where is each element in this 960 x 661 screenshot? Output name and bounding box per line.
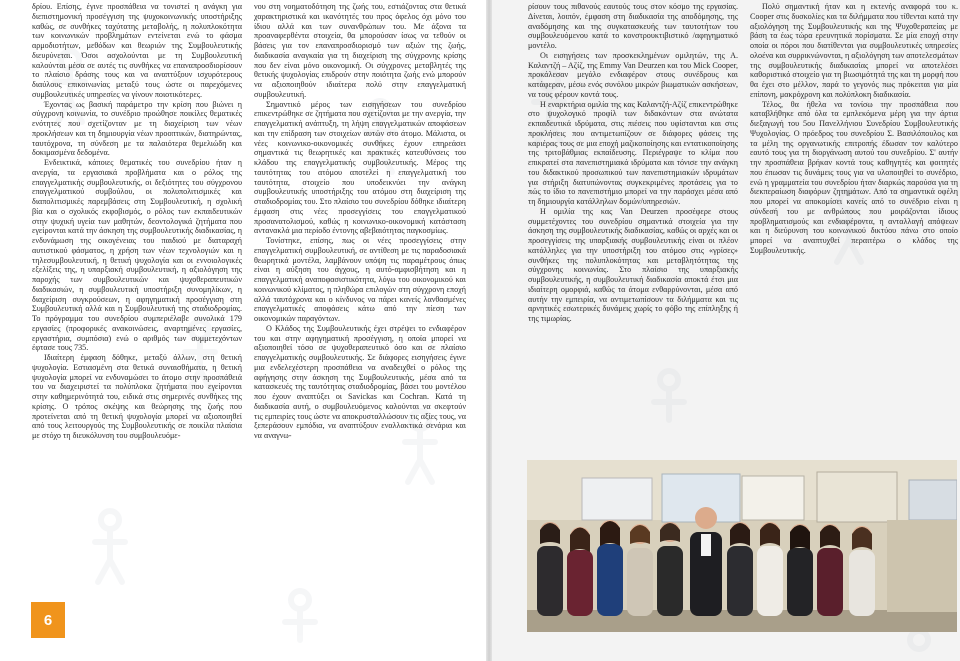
paragraph: Σημαντικό μέρος των εισηγήσεων του συνεδρίου επικεντρώθηκε σε ζητήματα που σχετίζονται με την ανεργία, την επαγγελματική ανάπτυξη, τη λήψη επαγγελματικών αποφάσεων και την επίδραση των στοιχείων αυτών στο άτομο. Μάλιστα, οι νέες κοινωνικο-οικονομικές συνθήκες έχουν επηρεάσει σημαντικά τις θεωρητικές και πρακτικές κατευθύνσεις του κλάδου της επαγγελματικής συμβουλευτικής. Μέρος της ταυτότητας του ατόμου αποτελεί η επαγγελματική του ταυτότητα, στοιχείο που υποδεικνύει την ανάγκη συμβουλευτικής υποστήριξης του ατόμου στη διαχείριση της σταδιοδρομίας του. Στο πλαίσιο του συνεδρίου δόθηκε ιδιαίτερη έμφαση στις νέες προσεγγίσεις του επαγγελματικού προσανατολισμού, καθώς η κοινωνικο-οικονομική κατάσταση αντανακλά μια περίοδο έντονης αβεβαιότητας παγκοσμίως. <box>254 99 466 236</box>
paragraph: Έχοντας ως βασική παράμετρο την κρίση που βιώνει η σύγχρονη κοινωνία, το συνέδριο προώθησε ποικίλες θεματικές ενότητες που σχετίζονταν με τη διαχείριση των νέων προκλήσεων και τη δημιουργία νέων προοπτικών, διατηρώντας, ταυτόχρονα, τη σύνδεση με τα παλαιότερα θεμελιώδη και δοκιμασμένα δεδομένα. <box>32 99 242 158</box>
paragraph: Τέλος, θα ήθελα να τονίσω την προσπάθεια που καταβλήθηκε από όλα τα εμπλεκόμενα μέρη για την άρτια διεξαγωγή του 5ου Πανελλήνιου Συνεδρίου Συμβουλευτικής Ψυχολογίας. Ο πρόεδρος του συνεδρίου Σ. Βασιλόπουλος και τα μέλη της οργανωτικής επιτροπής έδωσαν τον καλύτερο εαυτό τους για τη διοργάνωση αυτού του συνεδρίου. Σ' αυτήν την προσπάθεια βρήκαν κοντά τους καθηγητές και φοιτητές που έπωσαν τις δυνάμεις τους για να υλοποιηθεί το συνέδριο, ενώ η γραμματεία του συνεδρίου ήταν διαρκώς παρούσα για τη διεκπεραίωση διαφόρων ζητημάτων. Από τα σημαντικά οφέλη που μπορεί να αποκομίσει κανείς από το συνέδριο είναι η σύνδεσή του με ανθρώπους που μοιράζονται ίδιους προβληματισμούς και ενδιαφέροντα, η ανταλλαγή απόψεων και η διεύρυνση του κοινωνικού δικτύου πάνω στο οποίο μπορεί να αναπτυχθεί περαιτέρω ο κλάδος της Συμβουλευτικής. <box>750 99 958 255</box>
paragraph: ρίσουν τους πιθανούς εαυτούς τους στον κόσμο της εργασίας. Δίνεται, λοιπόν, έμφαση στη διαδικασία της αποδόμησης, της αναδόμησης και της συγκατασκευής των ταυτοτήτων του συμβουλευόμενου κατά το κονστρουκτιβιστικό /αφηγηματικό μοντέλο. <box>528 2 738 50</box>
paragraph: Ενδεικτικά, κάποιες θεματικές του συνεδρίου ήταν η ανεργία, τα εργασιακά προβλήματα και ο ρόλος της επαγγελματικής συμβουλευτικής, οι δεξιότητες του σύγχρονου επαγγελματικού συμβούλου, οι πολυπολιτισμικές και διαπολιτισμικές παρεμβάσεις στη Συμβουλευτική, η σχολική βία και ο σχολικός εκφοβισμός, ο ρόλος των εκπαιδευτικών στην ψυχική υγεία των μαθητών, δεοντολογικά ζητήματα που εγείρονται κατά την άσκηση της συμβουλευτικής διαδικασίας, η ενδυνάμωση της οικογένειας του παιδιού με διαταραχή αυτιστικού φάσματος, η χρήση των νέων τεχνολογιών και η τηλεσυμβουλευτική, η θετική ψυχολογία και οι εννοιολογικές εξελίξεις της, η υπαρξιακή συμβουλευτική, η αξιολόγηση της παροχής των συμβουλευτικών και ψυχοθεραπευτικών διαδικασιών, η συμβουλευτική υποστήριξη συνομηλίκων, η διαχείριση συγκρούσεων, η αφηγηματική προσέγγιση στη Συμβουλευτική αλλά και η Συμβουλευτική της σταδιοδρομίας. Το πρόγραμμα του συνεδρίου συμπεριέλαβε συνολικά 179 εργασίες (προφορικές ανακοινώσεις, αναρτημένες εργασίες, εργαστήρια, συμπόσια) ενώ ο αριθμός των συμμετεχόντων έφτασε τους 735. <box>32 158 242 353</box>
text-column-3 <box>528 2 738 462</box>
paragraph: Ο Κλάδος της Συμβουλευτικής έχει στρέψει το ενδιαφέρον του και στην αφηγηματική προσέγγιση, η οποία μπορεί να αξιοποιηθεί τόσο σε ψυχοθεραπευτικό όσο και σε πλαίσιο επαγγελματικής συμβουλευτικής. Σε διάφορες εισηγήσεις έγινε μια ενδελεχέστερη προσπάθεια να αναδειχθεί ο ρόλος της αφήγησης στην άσκηση της Συμβουλευτικής, μέσα από τα κατασκευές της ταυτότητας σταδιοδρομίας, βάσει του μοντέλου που έχουν αναπτύξει οι Savickas και Cochran. Κατά τη διαδικασία αυτή, ο συμβουλευόμενος καλούνται να σκεφτούν τις εμπειρίες τους ώστε να αποκρυσταλλώσουν τις αξίες τους, να ξεπεράσουν εμπόδια, να αναπτύξουν εναλλακτικά σενάρια και να αναγνω- <box>254 323 466 440</box>
spine-gutter <box>486 0 492 661</box>
paragraph: δρίου. Επίσης, έγινε προσπάθεια να τονιστεί η ανάγκη για διεπιστημονική προσέγγιση της ψυχοκοινωνικής υποστήριξης καθώς, σε συνθήκες ταχύτατης μεταβολής, η πολυπλοκότητα των κοινωνικών προβλημάτων εντείνεται ενώ το φάσμα αρμοδιοτήτων, μεθόδων και θεωριών της Συμβουλευτικής διευρύνεται. Όσοι ασχολούνται με τη Συμβουλευτική καλούνται μέσα σε αυτές τις συνθήκες να επαναπροσδιορίσουν το πλαίσιο δράσης τους και να αναπτύξουν ισχυρότερους διαύλους επικοινωνίας μεταξύ τους ώστε οι παρεχόμενες συμβουλευτικές υπηρεσίες να γίνουν ποιοτικότερες. <box>32 2 242 99</box>
paragraph: Η ομιλία της κας Van Deurzen προσέφερε στους συμμετέχοντες του συνεδρίου σημαντικά στοιχεία για την άσκηση της συμβουλευτικής διαδικασίας, καθώς οι αρχές και οι προσεγγίσεις της υπαρξιακής συμβουλευτικής είναι οι πλέον κατάλληλες για την υποστήριξη του ατόμου στις «γρίσες» συνθήκες της πολυπλοκότητας και μεταβλητότητας της σύγχρονης κοινωνίας. Στο πλαίσιο της υπαρξιακής συμβουλευτικής, η συμβουλευτική διαδικασία αποκτά έτσι μια ιδιαίτερη ομορφιά, καθώς τα άτομα ενθαρρύνονται, μέσα από αυτήν την εμπειρία, να αντιμετωπίσουν τα διλήμματα και τις αρνητικές εσωτερικές δυνάμεις χωρίς το φόβο της επίπληξης ή της τιμωρίας. <box>528 206 738 323</box>
text-column-4 <box>750 2 958 462</box>
paragraph: Οι εισηγήσεις των προσκεκλημένων ομιλητών, της Α. Καλαντζή – Αζίζ, της Emmy Van Deurzen και του Mick Cooper, προκάλεσαν μεγάλο ενδιαφέρον στους συνέδρους και κατάφεραν, μέσω ενός συνόλου μικρών βιωματικών ασκήσεων, να τους φέρουν κοντά τους. <box>528 50 738 99</box>
paragraph: Τονίστηκε, επίσης, πως οι νέες προσεγγίσεις στην επαγγελματική συμβουλευτική, σε αντίθεση με τις παραδοσιακά θεωρητικά μοντέλα, λαμβάνουν υπόψη τις παραμέτρους όπως είναι η αύξηση του άγχους, η αυτό-αμφισβήτηση και η επαγγελματική αναποφασιστικότητα, λόγω του οικονομικού και κοινωνικού κλίματος, η πληθώρα επιλογών στη σύγχρονη εποχή αλλά ταυτόχρονα και ο κίνδυνος να πάρει κανείς λανθασμένες επαγγελματικές αποφάσεις κάτω από την πίεση των οικονομικών παραγόντων. <box>254 236 466 323</box>
text-column-2 <box>254 2 466 602</box>
page-number: 6 <box>31 602 65 638</box>
paragraph: Πολύ σημαντική ήταν και η εκτενής αναφορά του κ. Cooper στις δυσκολίες και τα διλήμματα που τίθενται κατά την αξιολόγηση της Συμβουλευτικής και της Ψυχοθεραπείας με βάση τα έως τώρα ερευνητικά πορίσματα. Σε μία εποχή στην οποία οι πόροι που διατίθενται για συμβουλευτικές υπηρεσίες ολοένα και συρρικνώνονται, η αξιολόγηση των αποτελεσμάτων της συμβουλευτικής διαδικασίας μπορεί να αποτελέσει καθοριστικό στοιχείο για τη βιωσιμότητά της και τη μορφή που θα έχει στο μέλλον, παρά το γεγονός πως πρόκειται για μία επίπονη, μακρόχρονη και πολύπλοκη διαδικασία. <box>750 2 958 99</box>
paragraph: Ιδιαίτερη έμφαση δόθηκε, μεταξύ άλλων, στη θετική ψυχολογία. Εστιασμένη στα θετικά συναισθήματα, η θετική ψυχολογία μπορεί να ενδυναμώσει το άτομο στην προσπάθειά του να διαχειριστεί τα πολύπλοκα ζητήματα που εγείρονται στην καθημερινότητά του, ειδικά στις σημερινές συνθήκες της κρίσης. Ο τρόπος σκέψης και θεώρησης της ζωής που προτείνεται από τη θετική ψυχολογία μπορεί να αξιοποιηθεί από τους λειτουργούς της Συμβουλευτικής σε ποικίλα πλαίσια με στόχο τη διευκόλυνση του συμβουλευόμε- <box>32 353 242 440</box>
paragraph: νου στη νοηματοδότηση της ζωής του, εστιάζοντας στα θετικά χαρακτηριστικά και ικανότητές του προς όφελος όχι μόνο του ίδιου αλλά και των συνανθρώπων του. Με άξονα τα προαναφερθέντα στοιχεία, θα μπορούσαν ίσως να τεθούν οι βάσεις για τον επαναπροσδιορισμό των αξιών της ζωής, διαδικασία αναγκαία για τη διαχείριση της σύγχρονης κρίσης που δεν είναι μόνο οικονομική. Οι σύγχρονες μεταβλητές της θετικής ψυχολογίας επιδρούν στην ποιότητα ζωής ενώ μπορούν να αξιοποιηθούν ιδιαίτερα πολύ στην επαγγελματική συμβουλευτική. <box>254 2 466 99</box>
group-photo <box>527 460 957 632</box>
paragraph: Η εναρκτήρια ομιλία της κας Καλαντζή-Αζίζ επικεντρώθηκε στο ψυχολογικό προφίλ των διδακόντων στα ανώτατα εκπαιδευτικά ιδρύματα, στις πιέσεις που υφίστανται και στις προκλήσεις που αντιμετωπίζουν σε διάφορες φάσεις της καριέρας τους σε μια εποχή μαζικοποίησης και εντατικοποίησης της τριτοβάθμιας εκπαίδευσης. Περιέγραψε το κλίμα που επικρατεί στα πανεπιστημιακά ιδρύματα και τόνισε την ανάγκη του διδακτικού προσωπικού των πανεπιστημιακών ιδρυμάτων για στήριξη διατυπώνοντας συγκεκριμένες προτάσεις για το πώς το ίδιο το πανεπιστήμιο μπορεί να την παράσχει μέσα από τη δημιουργία κατάλληλων δομών/υπηρεσιών. <box>528 99 738 206</box>
text-column-1 <box>32 2 242 562</box>
group-photo-illustration <box>527 460 957 632</box>
